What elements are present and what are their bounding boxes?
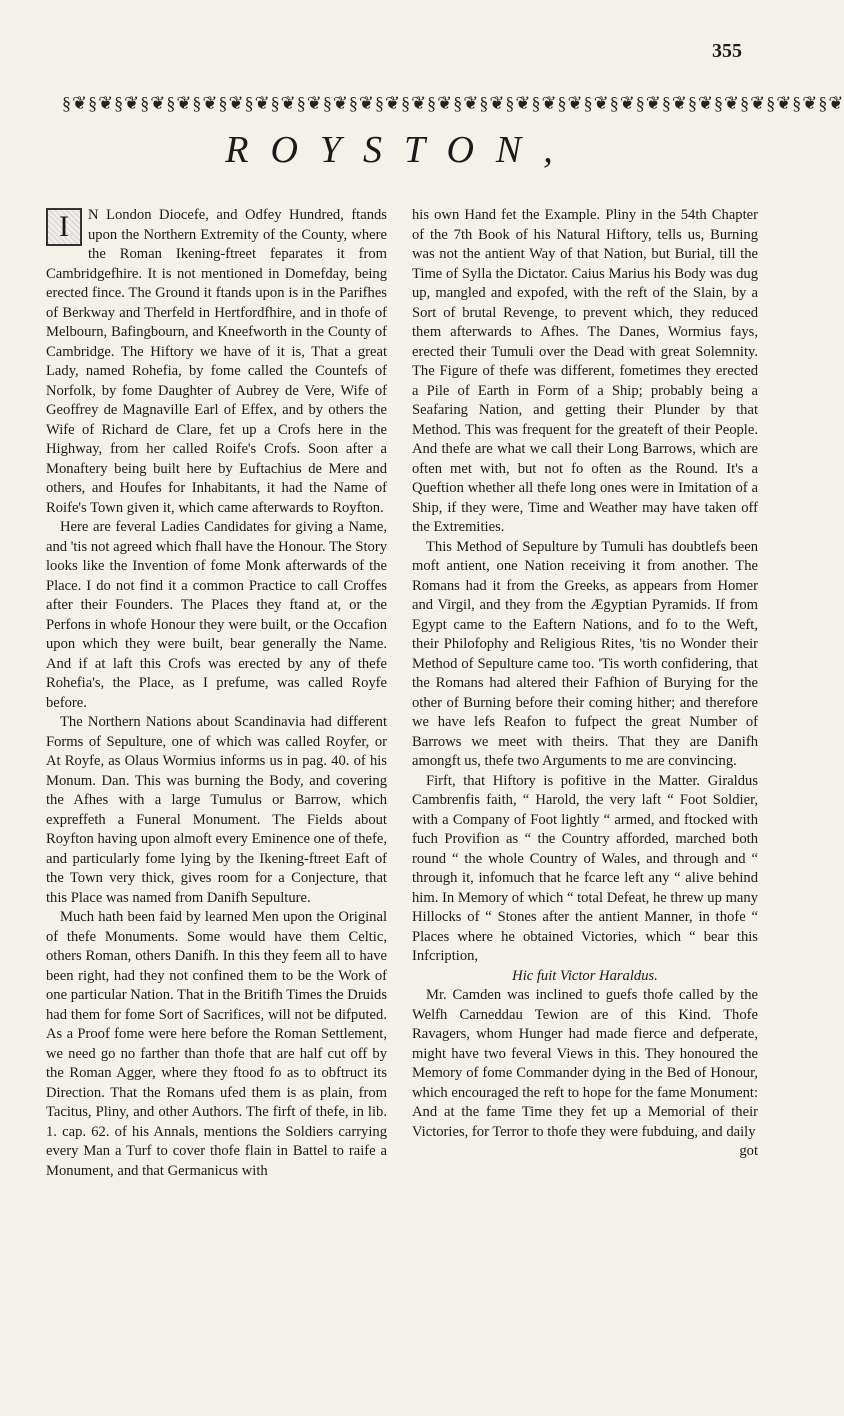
left-column <box>46 206 387 1181</box>
paragraph-1 <box>46 206 387 518</box>
paragraph-5: his own Hand fet the Example. Pliny in the 54th Chapter of the 7th Book of his Natural Hiftory, tells us, Burning was not the antient Way of that Nation, but Burial, till the Time of Sylla the Dictator. Caius Marius his Body was dug up, mangled and expofed, with the reft of the Slain, by a Sort of brutal Revenge, to prevent which, they reduced them afterwards to Afhes. The Danes, Wormius fays, erected their Tumuli over the Dead with great Solemnity. The Figure of thefe was different, fometimes they erected a Pile of Earth in Form of a Ship; probably being a Seafaring Nation, and getting their Plunder by that Method. This was frequent for the greateft of their People. And thefe are what we call their Long Barrows, which are often met with, but not fo often as the Round. It's a Queftion whether all thefe long ones were in Imitation of a Ship, if they were, Time and Weather may have taken off the Extremities. <box>412 207 758 535</box>
inscription-text: Hic fuit Victor Haraldus. <box>512 967 658 984</box>
paragraph-6: This Method of Sepulture by Tumuli has doubtlefs been moft antient, one Nation receiving it from another. The Romans had it from the Greeks, as appears from Homer and Virgil, and they from the Ægyptian Pyramids. If from Egypt came to the Eaftern Nations, and fo to the Weft, their Philofophy and Religious Rites, 'tis no Wonder their Method of Sepulture came too. 'Tis worth confidering, that the Romans had altered their Fafhion of Burying for the other of Burning before their coming hither; and therefore we have lefs Reafon to fufpect the great Number of Barrows we meet with theirs. That they are Danifh amongft us, thefe two Arguments to me are convincing. <box>412 538 758 769</box>
paragraph-8: Mr. Camden was inclined to guefs thofe called by the Welfh Carneddau Tewion are of this Kind. Thofe Ravagers, whom Hunger had made fierce and defperate, might have two feveral Views in this. They honoured the Memory of fome Commander dying in the Bed of Honour, which encouraged the reft to hope for the fame Monument: And at the fame Time they fet up a Memorial of their Victories, for Terror to thofe they were fubduing, and daily <box>412 987 758 1140</box>
paragraph-1-text: N London Diocefe, and Odfey Hundred, ftands upon the Northern Extremity of the County, where the Roman Ikening-ftreet feparates it from Cambridgefhire. It is not mentioned in Domefday, being erected fince. The Ground it ftands upon is in the Parifhes of Berkway and Therfeld in Hertfordfhire, and in thofe of Melbourn, Bafingbourn, and Kneefworth in the County of Cambridge. The Hiftory we have of it is, That a great Lady, named Rohefia, by fome called the Countefs of Norfolk, by fome Daughter of Aubrey de Vere, Wife of Geoffrey de Magnaville Earl of Effex, and by others the Wife of Richard de Clare, fet up a Crofs here in the Highway, from her called Roife's Crofs. Soon after a Monaftery being built here by Euftachius de Mere and others, and Houfes for Inhabitants, it had the Name of Roife's Town given it, which came afterwards to Royfton. <box>46 207 387 516</box>
paragraph-7: Firft, that Hiftory is pofitive in the Matter. Giraldus Cambrenfis faith, “ Harold, the very laft “ Foot Soldier, with a Company of Foot lightly “ armed, and ftocked with fuch Provifion as “ the Country afforded, marched both round “ the whole Country of Wales, and through and “ through it, infomuch that he fcarce left any “ alive behind him. In Memory of which “ total Defeat, he threw up many Hillocks of “ Stones after the antient Manner, in thofe “ Places where he obtained Victories, which “ bear this Infcription, <box>412 772 758 964</box>
ornament-glyphs: §❦§❦§❦§❦§❦§❦§❦§❦§❦§❦§❦§❦§❦§❦§❦§❦§❦§❦§❦§❦§❦§❦§❦§❦§❦§❦§❦§❦§❦§❦ <box>62 93 844 113</box>
catchword: got <box>739 1143 758 1159</box>
paragraph-3: The Northern Nations about Scandinavia had different Forms of Sepulture, one of which was called Royfer, or At Royfe, as Olaus Wormius informs us in pag. 40. of his Monum. Dan. This was burning the Body, and covering the Afhes with a large Tumulus or Barrow, which expreffeth a Funeral Monument. The Fields about Royfton having upon almoft every Eminence one of thefe, and particularly fome lying by the Ikening-ftreet Eaft of the Town very thick, gives room for a Conjecture, that this Place was named from Danifh Sepulture. <box>46 714 387 906</box>
inscription <box>412 967 758 987</box>
paragraph-4: Much hath been faid by learned Men upon the Original of thefe Monuments. Some would have them Celtic, others Roman, others Danifh. In this they feem all to have been right, had they not confined them to be the Work of one particular Nation. That in the Britifh Times the Druids had them for fome Sort of Sacrifices, will not be difputed. As a Proof fome were here before the Roman Settlement, we need go no farther than thofe that are half cut off by the Roman Agger, where they ftood fo as to obftruct its Direction. That the Romans ufed them is as plain, from Tacitus, Pliny, and other Authors. The firft of thefe, in lib. 1. cap. 62. of his Annals, mentions the Soldiers carrying every Man a Turf to cover thofe flain in Battel to raife a Monument, and that Germanicus with <box>46 909 388 1179</box>
ornamental-border <box>62 90 844 116</box>
paragraph-2: Here are feveral Ladies Candidates for giving a Name, and 'tis not agreed which fhall have the Honour. The Story looks like the Invention of fome Monk afterwards of the Place. I do not find it a common Practice to call Croffes after their Founders. The Places they ftand at, or the Perfons in whofe Honour they were built, or the Occafion upon which they were built, bear generally the Name. And if at laft this Crofs was erected by any of thefe Rohefia's, the Place, as I prefume, was called Royfe before. <box>46 519 387 711</box>
page-title: ROYSTON, <box>225 129 575 171</box>
drop-cap: I <box>46 208 82 246</box>
right-column <box>412 206 758 1162</box>
page-number: 355 <box>712 40 742 62</box>
